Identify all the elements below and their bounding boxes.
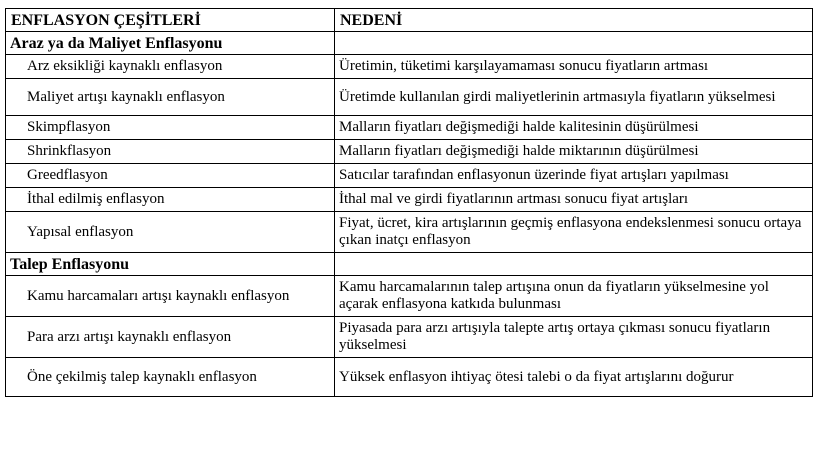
table-header-row: [6, 9, 813, 32]
reason-cell: Fiyat, ücret, kira artışlarının geçmiş enflasyona endekslenmesi sonucu ortaya çıkan inatçı enflasyon: [335, 212, 813, 253]
reason-cell: Malların fiyatları değişmediği halde kalitesinin düşürülmesi: [335, 116, 813, 140]
reason-cell: Üretimde kullanılan girdi maliyetlerinin artmasıyla fiyatların yükselmesi: [335, 79, 813, 116]
type-cell: Maliyet artışı kaynaklı enflasyon: [6, 79, 335, 116]
reason-cell: İthal mal ve girdi fiyatlarının artması sonucu fiyat artışları: [335, 188, 813, 212]
reason-cell: Malların fiyatları değişmediği halde miktarının düşürülmesi: [335, 140, 813, 164]
type-cell: Shrinkflasyon: [6, 140, 335, 164]
table-row: [6, 276, 813, 317]
reason-cell: Yüksek enflasyon ihtiyaç ötesi talebi o da fiyat artışlarını doğurur: [335, 358, 813, 397]
type-cell: İthal edilmiş enflasyon: [6, 188, 335, 212]
section-empty-cell: [335, 253, 813, 276]
header-reason: NEDENİ: [335, 9, 813, 32]
reason-cell: Kamu harcamalarının talep artışına onun da fiyatların yükselmesine yol açarak enflasyona katkıda bulunması: [335, 276, 813, 317]
type-cell: Arz eksikliği kaynaklı enflasyon: [6, 55, 335, 79]
table-row: [6, 116, 813, 140]
table-row: [6, 358, 813, 397]
reason-cell: Üretimin, tüketimi karşılayamaması sonucu fiyatların artması: [335, 55, 813, 79]
reason-cell: Satıcılar tarafından enflasyonun üzerinde fiyat artışları yapılması: [335, 164, 813, 188]
type-cell: Para arzı artışı kaynaklı enflasyon: [6, 317, 335, 358]
type-cell: Öne çekilmiş talep kaynaklı enflasyon: [6, 358, 335, 397]
reason-cell: Piyasada para arzı artışıyla talepte artış ortaya çıkması sonucu fiyatların yükselmesi: [335, 317, 813, 358]
section-title: Talep Enflasyonu: [6, 253, 335, 276]
table-row: [6, 55, 813, 79]
table-row: [6, 317, 813, 358]
type-cell: Skimpflasyon: [6, 116, 335, 140]
table-row: [6, 164, 813, 188]
table-row: [6, 188, 813, 212]
section-row-demand: [6, 253, 813, 276]
section-title: Araz ya da Maliyet Enflasyonu: [6, 32, 335, 55]
table-row: [6, 79, 813, 116]
table-row: [6, 212, 813, 253]
table-row: [6, 140, 813, 164]
type-cell: Kamu harcamaları artışı kaynaklı enflasyon: [6, 276, 335, 317]
type-cell: Greedflasyon: [6, 164, 335, 188]
section-row-cost: [6, 32, 813, 55]
header-type: ENFLASYON ÇEŞİTLERİ: [6, 9, 335, 32]
section-empty-cell: [335, 32, 813, 55]
inflation-types-table: [5, 8, 813, 397]
type-cell: Yapısal enflasyon: [6, 212, 335, 253]
